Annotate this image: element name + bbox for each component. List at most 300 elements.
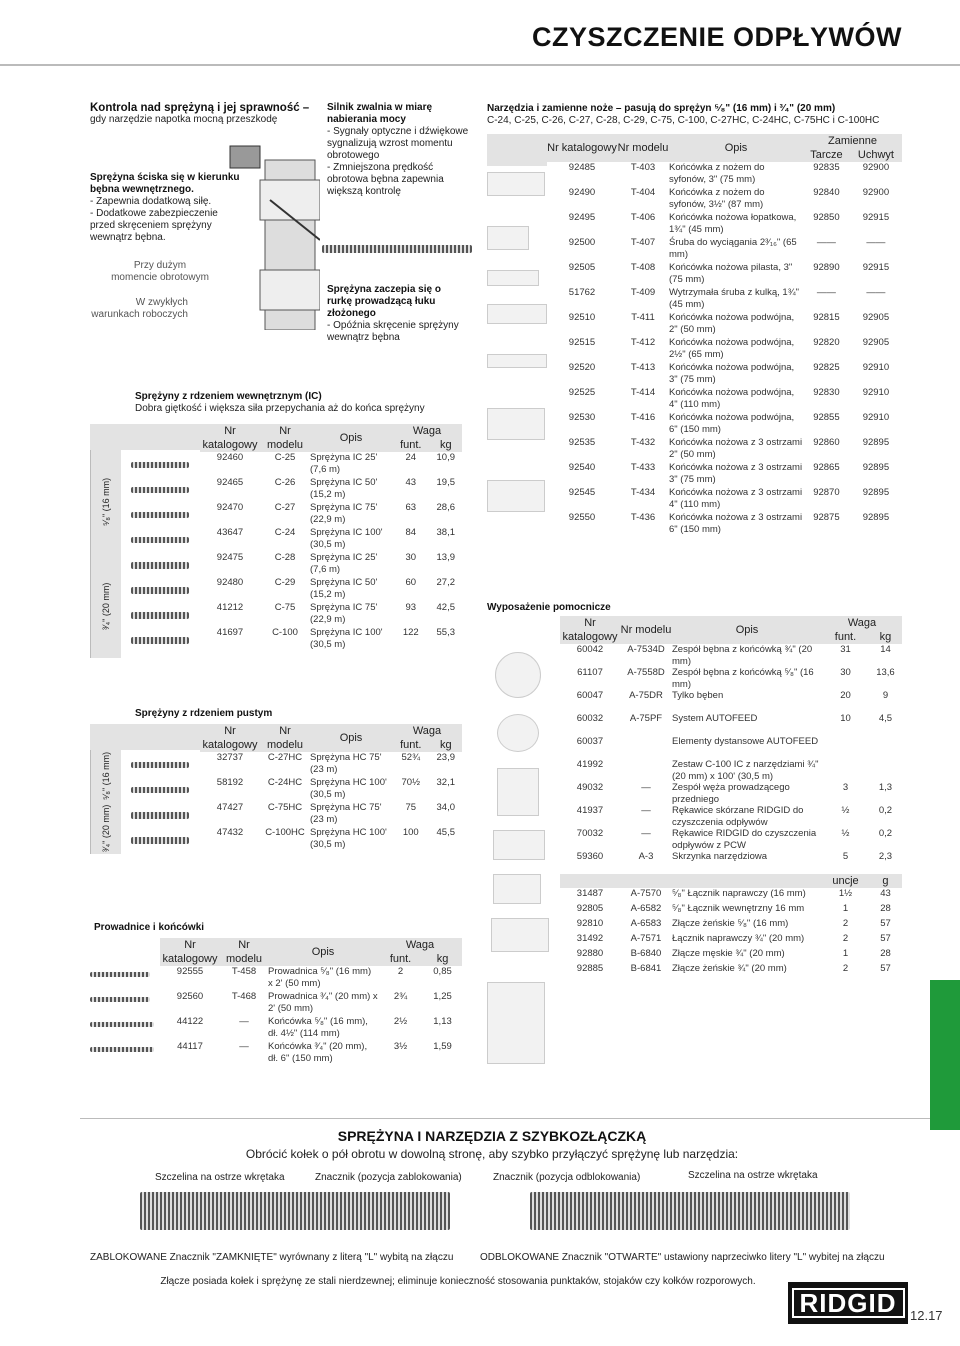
quick-title: SPRĘŻYNA I NARZĘDZIA Z SZYBKOZŁĄCZKĄ (337, 1128, 647, 1144)
table-cell: B-6840 (630, 948, 662, 959)
table-cell: 92880 (576, 948, 604, 959)
table-cell: 1,59 (433, 1041, 452, 1052)
table-cell: 31487 (576, 888, 604, 899)
table-cell: 59360 (576, 851, 604, 862)
table-cell: 92540 (568, 462, 596, 473)
table-row (547, 337, 902, 362)
table-row (547, 312, 902, 337)
table-cell: Łącznik naprawczy ¾" (20 mm) (672, 933, 805, 944)
hdr-g: g (882, 875, 889, 887)
table-cell: —— (816, 237, 836, 248)
table-cell: A-6582 (630, 903, 662, 914)
table-cell: Końcówka z nożem do syfonów, 3" (75 mm) (669, 162, 765, 185)
table-cell: 60032 (576, 713, 604, 724)
locked-coupling-image (140, 1192, 450, 1230)
tools-images (487, 168, 549, 598)
table-cell: 20 (840, 690, 851, 701)
table-row (200, 502, 462, 527)
table-cell: 92895 (862, 437, 890, 448)
table-row (160, 1016, 462, 1041)
table-cell: 92560 (176, 991, 204, 1002)
hollow-side-58: ⁵⁄₈" (16 mm) (90, 750, 121, 802)
table-cell: 47427 (216, 802, 244, 813)
table-cell: Końcówka nożowa łopatkowa, 1¾" (45 mm) (669, 212, 797, 235)
table-row (560, 782, 902, 805)
table-cell: 1,25 (433, 991, 452, 1002)
table-cell: 27,2 (436, 577, 456, 588)
drum-diagram (210, 140, 320, 330)
table-cell: ⁵⁄₈" Łącznik naprawczy (16 mm) (672, 888, 806, 899)
table-cell: Końcówka nożowa podwójna, 2" (50 mm) (669, 312, 795, 335)
table-cell: 3 (842, 782, 849, 793)
table-row (560, 851, 902, 874)
table-cell: 44122 (176, 1016, 204, 1027)
hdr-opis: Opis (735, 624, 759, 636)
table-cell: Końcówka nożowa pilasta, 3" (75 mm) (669, 262, 793, 285)
aux-images (487, 650, 557, 1070)
table-cell: T-458 (231, 966, 257, 977)
table-cell: 52¾ (401, 752, 421, 763)
table-cell: C-26 (274, 477, 296, 488)
hdr-funt: funt. (389, 953, 412, 965)
ic-title: Sprężyny z rdzeniem wewnętrznym (IC) (135, 391, 322, 402)
tools-table (547, 134, 902, 537)
table-cell: T-403 (630, 162, 656, 173)
table-cell (869, 736, 902, 759)
ic-header-bg (90, 424, 210, 450)
guides-table (160, 938, 462, 1066)
table-cell: 13,9 (436, 552, 456, 563)
table-cell: 4,5 (878, 713, 893, 724)
table-row (560, 903, 902, 918)
table-cell: 92915 (862, 212, 890, 223)
table-cell: T-407 (630, 237, 656, 248)
table-cell: 2 (842, 933, 849, 944)
table-row (547, 237, 902, 262)
table-row (200, 602, 462, 627)
table-cell: A-7558D (627, 667, 665, 678)
hdr-waga: Waga (412, 425, 442, 437)
table-cell (869, 759, 902, 782)
table-row (560, 690, 902, 713)
table-row (160, 991, 462, 1016)
table-cell: 92875 (813, 512, 840, 523)
table-cell: 92510 (568, 312, 596, 323)
table-cell: T-409 (630, 287, 656, 298)
table-cell: C-100 (272, 627, 298, 638)
table-cell: B-6841 (630, 963, 662, 974)
hdr-opis: Opis (339, 732, 363, 744)
table-cell: 57 (880, 933, 891, 944)
table-row (200, 577, 462, 602)
hook-item: - Opóźnia skręcenie sprężyny wewnątrz bębna (327, 320, 459, 343)
table-cell: 51762 (568, 287, 596, 298)
table-row (547, 262, 902, 287)
table-cell: 19,5 (436, 477, 456, 488)
hollow-side-34: ³⁄₄" (20 mm) (90, 802, 121, 854)
table-cell: T-406 (630, 212, 656, 223)
table-cell: 32,1 (436, 777, 456, 788)
table-cell: 42,5 (436, 602, 456, 613)
table-cell: 92810 (576, 918, 604, 929)
table-cell: 92470 (216, 502, 244, 513)
table-cell: 92825 (813, 362, 840, 373)
guides-images (90, 968, 170, 1068)
table-row (547, 487, 902, 512)
table-cell: 2½ (393, 1016, 408, 1027)
hook-block (327, 284, 467, 344)
page-title: CZYSZCZENIE ODPŁYWÓW (532, 22, 902, 52)
table-cell: —— (866, 287, 886, 298)
motor-block (327, 102, 477, 198)
table-cell: C-75HC (267, 802, 303, 813)
table-cell: 28 (880, 903, 891, 914)
table-cell: Prowadnica ³⁄₄" (20 mm) x 2' (50 mm) (268, 991, 378, 1014)
table-cell: 0,2 (878, 828, 893, 839)
table-cell: 84 (405, 527, 417, 538)
table-cell: Końcówka nożowa z 3 ostrzami 6" (150 mm) (669, 512, 803, 535)
table-cell: 92870 (813, 487, 840, 498)
table-cell: 1,13 (433, 1016, 452, 1027)
table-cell: 92535 (568, 437, 596, 448)
table-row (560, 644, 902, 667)
table-cell: 34,0 (436, 802, 456, 813)
table-row (200, 802, 462, 827)
table-cell: Złącze żeńskie ¾" (20 mm) (672, 963, 787, 974)
green-side-tab (930, 980, 960, 1130)
hdr-uchwyt: Uchwyt (857, 149, 894, 161)
table-row (547, 362, 902, 387)
table-cell: Zespół węża prowadzącego przedniego (672, 782, 790, 805)
table-cell: Końcówka ³⁄₄" (20 mm), dł. 6" (150 mm) (268, 1041, 368, 1064)
table-cell: 93 (405, 602, 417, 613)
hdr-kg: kg (439, 739, 452, 751)
tools-header-pad (487, 134, 547, 166)
table-cell: 92915 (862, 262, 890, 273)
table-cell: 92515 (568, 337, 596, 348)
hdr-nr-kat: Nr katalogowy (202, 425, 258, 451)
table-row (560, 713, 902, 736)
table-cell: 58192 (216, 777, 244, 788)
table-cell: A-75PF (629, 713, 663, 724)
table-cell: ½ (841, 805, 850, 816)
table-cell: A-6583 (630, 918, 662, 929)
hdr-nr-kat: Nr katalogowy (562, 617, 618, 643)
table-cell: 5 (842, 851, 849, 862)
table-cell: T-412 (630, 337, 656, 348)
table-cell: T-468 (231, 991, 257, 1002)
tools-title: Narzędzia i zamienne noże – pasują do sprężyn ⁵⁄₈" (16 mm) i ³⁄₄" (20 mm) (487, 103, 836, 114)
tools-subtitle: C-24, C-25, C-26, C-27, C-28, C-29, C-75, C-100, C-27HC, C-24HC, C-75HC i C-100HC (487, 115, 880, 126)
table-cell: 61107 (577, 667, 603, 678)
table-cell: A-3 (638, 851, 654, 862)
table-cell: C-75 (274, 602, 296, 613)
table-row (200, 527, 462, 552)
hdr-tarcze: Tarcze (810, 149, 843, 161)
table-cell: C-24HC (267, 777, 303, 788)
table-cell: Zespół bębna z końcówką ⁵⁄₈" (16 mm) (672, 667, 814, 690)
table-cell: 10 (840, 713, 851, 724)
table-cell: A-7534D (627, 644, 665, 655)
table-cell: 92905 (862, 337, 890, 348)
hdr-kg: kg (439, 439, 452, 451)
table-cell: Złącze żeńskie ⁵⁄₈" (16 mm) (672, 918, 789, 929)
hdr-waga: Waga (412, 725, 442, 737)
header-divider (0, 64, 960, 66)
table-cell: A-75DR (629, 690, 663, 701)
ic-side-58: ⁵⁄₈" (16 mm) (90, 450, 121, 554)
control-section (90, 102, 310, 126)
table-cell: T-408 (630, 262, 656, 273)
table-cell: 41212 (216, 602, 244, 613)
table-cell: 13,6 (876, 667, 895, 678)
table-cell: 92550 (568, 512, 596, 523)
table-cell: A-7571 (630, 933, 662, 944)
table-cell: Sprężyna HC 75' (23 m) (310, 752, 382, 775)
table-cell: 2 (842, 963, 849, 974)
compress-item: - Dodatkowe zabezpieczenie przed skręceniem sprężyny wewnątrz bębna. (90, 208, 218, 243)
hdr-funt: funt. (834, 631, 857, 643)
table-row (547, 287, 902, 312)
table-cell: Złącze męskie ¾" (20 mm) (672, 948, 785, 959)
table-cell: Sprężyna IC 25' (7,6 m) (310, 452, 378, 475)
table-cell: Rękawice RIDGID do czyszczenia odpływów z PCW (672, 828, 817, 851)
table-cell: 43647 (216, 527, 244, 538)
table-cell: 92910 (862, 362, 890, 373)
table-cell: 75 (405, 802, 417, 813)
table-cell: C-27HC (267, 752, 303, 763)
table-cell: 92820 (813, 337, 840, 348)
table-cell: 3½ (393, 1041, 408, 1052)
hdr-nr-kat: Nr katalogowy (202, 725, 258, 751)
motor-title: Silnik zwalnia w miarę nabierania mocy (327, 102, 433, 125)
table-row (547, 412, 902, 437)
table-cell: Rękawice skórzane RIDGID do czyszczenia odpływów (672, 805, 804, 828)
table-row (200, 452, 462, 477)
table-cell: Zestaw C-100 IC z narzędziami ¾" (20 mm) x 100' (30,5 m) (672, 759, 819, 782)
table-cell: 92900 (862, 162, 890, 173)
table-row (547, 462, 902, 487)
table-cell: C-28 (274, 552, 296, 563)
hollow-table (200, 724, 462, 852)
hook-title: Sprężyna zaczepia się o rurkę prowadzącą łuku złożonego (327, 284, 441, 319)
hdr-uncje: uncje (832, 875, 859, 887)
label-slot-1: Szczelina na ostrze wkrętaka (155, 1172, 285, 1183)
table-cell: 70032 (576, 828, 604, 839)
table-row (160, 1041, 462, 1066)
table-cell: 70½ (401, 777, 421, 788)
table-row (547, 187, 902, 212)
table-row (200, 752, 462, 777)
table-cell: 60037 (576, 736, 604, 747)
table-row (560, 963, 902, 978)
table-cell: 92895 (862, 487, 890, 498)
quick-footnote: Złącze posiada kołek i sprężynę ze stali nierdzewnej; eliminuje konieczność stosowania punktaków, stojaków czy kołków rozporowych. (160, 1276, 756, 1287)
table-cell: 92815 (813, 312, 840, 323)
quick-subtitle: Obrócić kołek o pół obrotu w dowolną stronę, aby szybko przyłączyć sprężynę lub narzędzia: (245, 1147, 739, 1161)
table-row (547, 512, 902, 537)
table-row (560, 805, 902, 828)
table-cell: — (641, 782, 651, 793)
table-cell: Sprężyna IC 75' (22,9 m) (310, 602, 378, 625)
table-cell: Tylko bęben (672, 690, 724, 701)
hollow-spring-images (131, 760, 191, 850)
hdr-funt: funt. (400, 739, 422, 751)
table-cell: C-25 (274, 452, 296, 463)
table-cell: 1 (842, 903, 849, 914)
table-cell: System AUTOFEED (672, 713, 758, 724)
table-cell: 60047 (576, 690, 604, 701)
page-header (0, 0, 960, 66)
motor-item: - Zmniejszona prędkość obrotowa bębna zapewnia większą kontrolę (327, 162, 444, 197)
table-cell: 92475 (216, 552, 244, 563)
table-cell: 92485 (568, 162, 596, 173)
ic-section (135, 391, 475, 415)
table-cell: 2¾ (393, 991, 408, 1002)
ic-side-34: ³⁄₄" (20 mm) (90, 554, 121, 658)
table-cell (620, 736, 672, 759)
table-cell: 31492 (576, 933, 604, 944)
table-cell: 55,3 (436, 627, 456, 638)
table-cell (620, 759, 672, 782)
table-row (200, 777, 462, 802)
table-cell: 41697 (216, 627, 244, 638)
table-row (160, 966, 462, 991)
table-cell: 57 (880, 963, 891, 974)
table-row (560, 948, 902, 963)
hdr-kg: kg (879, 631, 892, 643)
table-cell: 43 (405, 477, 417, 488)
table-cell: Końcówka nożowa podwójna, 2½" (65 mm) (669, 337, 795, 360)
table-cell: 92480 (216, 577, 244, 588)
table-cell: Sprężyna HC 75' (23 m) (310, 802, 382, 825)
table-cell: 41937 (576, 805, 604, 816)
hdr-nr-kat: Nr katalogowy (547, 142, 617, 154)
table-cell: T-432 (630, 437, 656, 448)
hdr-waga: Waga (405, 939, 435, 951)
label-marker-unlocked: Znacznik (pozycja odblokowania) (493, 1172, 641, 1183)
table-cell: C-27 (274, 502, 296, 513)
table-cell: 92850 (813, 212, 840, 223)
table-cell: Sprężyna IC 75' (22,9 m) (310, 502, 378, 525)
table-cell: 57 (880, 918, 891, 929)
table-cell: 0,2 (878, 805, 893, 816)
table-row (560, 933, 902, 948)
table-cell: 2 (397, 966, 404, 977)
table-cell: Końcówka ⁵⁄₈" (16 mm), dł. 4½" (114 mm) (268, 1016, 368, 1039)
table-cell: Sprężyna IC 25' (7,6 m) (310, 552, 378, 575)
table-cell: 92555 (176, 966, 204, 977)
table-cell: 92505 (568, 262, 596, 273)
table-row (560, 828, 902, 851)
table-cell: Prowadnica ⁵⁄₈" (16 mm) x 2' (50 mm) (268, 966, 372, 989)
table-cell: T-416 (630, 412, 656, 423)
table-row (560, 759, 902, 782)
hdr-nr-kat: Nr katalogowy (162, 939, 218, 965)
table-cell: 45,5 (436, 827, 456, 838)
table-cell: 38,1 (436, 527, 456, 538)
table-row (547, 212, 902, 237)
aux-table (560, 616, 902, 978)
label-slot-2: Szczelina na ostrze wkrętaka (688, 1170, 818, 1181)
table-cell: Wytrzymała śruba z kulką, 1¾" (45 mm) (669, 287, 799, 310)
table-cell: Śruba do wyciągania 2³⁄₁₆" (65 mm) (669, 237, 797, 260)
table-cell: — (239, 1016, 249, 1027)
table-cell: ⁵⁄₈" Łącznik wewnętrzny 16 mm (672, 903, 805, 914)
table-cell: 92530 (568, 412, 596, 423)
aux-title: Wyposażenie pomocnicze (487, 602, 611, 613)
table-cell: 30 (405, 552, 417, 563)
table-cell: 47432 (216, 827, 244, 838)
table-cell: Skrzynka narzędziowa (672, 851, 768, 862)
control-title: Kontrola nad sprężyną i jej sprawność – (90, 102, 310, 114)
table-cell: 92890 (813, 262, 840, 273)
table-cell: Końcówka nożowa podwójna, 3" (75 mm) (669, 362, 795, 385)
table-cell: 92895 (862, 512, 890, 523)
ic-subtitle: Dobra giętkość i większa siła przepychania aż do końca sprężyny (135, 403, 425, 414)
table-cell: 92495 (568, 212, 596, 223)
table-cell: 63 (405, 502, 417, 513)
hdr-nr-mod: Nr modelu (266, 725, 304, 751)
table-cell: 92805 (576, 903, 604, 914)
table-cell: Sprężyna IC 50' (15,2 m) (310, 477, 378, 500)
table-cell: Elementy dystansowe AUTOFEED (672, 736, 819, 747)
motor-item: - Sygnały optyczne i dźwiękowe sygnalizują wzrost momentu obrotowego (327, 126, 469, 161)
table-row (547, 437, 902, 462)
table-row (560, 667, 902, 690)
table-cell: 30 (840, 667, 851, 678)
table-cell: 92905 (862, 312, 890, 323)
table-cell: 92885 (576, 963, 604, 974)
compress-title: Sprężyna ściska się w kierunku bębna wewnętrznego. (90, 172, 240, 195)
hdr-nr-mod: Nr modelu (620, 624, 672, 636)
table-cell: T-414 (630, 387, 656, 398)
table-row (547, 387, 902, 412)
table-cell: T-434 (630, 487, 656, 498)
table-cell: Końcówka nożowa podwójna, 4" (110 mm) (669, 387, 795, 410)
tools-section (487, 103, 927, 127)
table-cell: 122 (402, 627, 419, 638)
table-row (200, 827, 462, 852)
table-cell: 92860 (813, 437, 840, 448)
table-cell: 92500 (568, 237, 596, 248)
table-cell: 92545 (568, 487, 596, 498)
table-cell: 92830 (813, 387, 840, 398)
guides-title: Prowadnice i końcówki (94, 922, 205, 933)
table-cell: —— (816, 287, 836, 298)
table-cell (822, 759, 869, 782)
table-cell: Końcówka nożowa podwójna, 6" (150 mm) (669, 412, 795, 435)
table-cell: ½ (841, 828, 850, 839)
cable-image (322, 245, 472, 255)
table-cell: — (641, 828, 651, 839)
table-cell: 23,9 (436, 752, 456, 763)
table-row (560, 736, 902, 759)
unlocked-note: ODBLOKOWANE Znacznik "OTWARTE" ustawiony naprzeciwko litery "L" wybitej na złączu (480, 1252, 885, 1263)
table-cell: T-433 (630, 462, 656, 473)
table-row (200, 552, 462, 577)
table-row (560, 918, 902, 933)
table-cell: 24 (405, 452, 417, 463)
table-cell: —— (866, 237, 886, 248)
ic-table (200, 424, 462, 652)
table-cell: C-24 (274, 527, 296, 538)
unlocked-coupling-image (530, 1192, 850, 1230)
table-cell: Sprężyna IC 50' (15,2 m) (310, 577, 378, 600)
table-cell: Sprężyna HC 100' (30,5 m) (310, 777, 387, 800)
hollow-title: Sprężyny z rdzeniem pustym (135, 708, 273, 719)
table-cell: 92865 (813, 462, 840, 473)
